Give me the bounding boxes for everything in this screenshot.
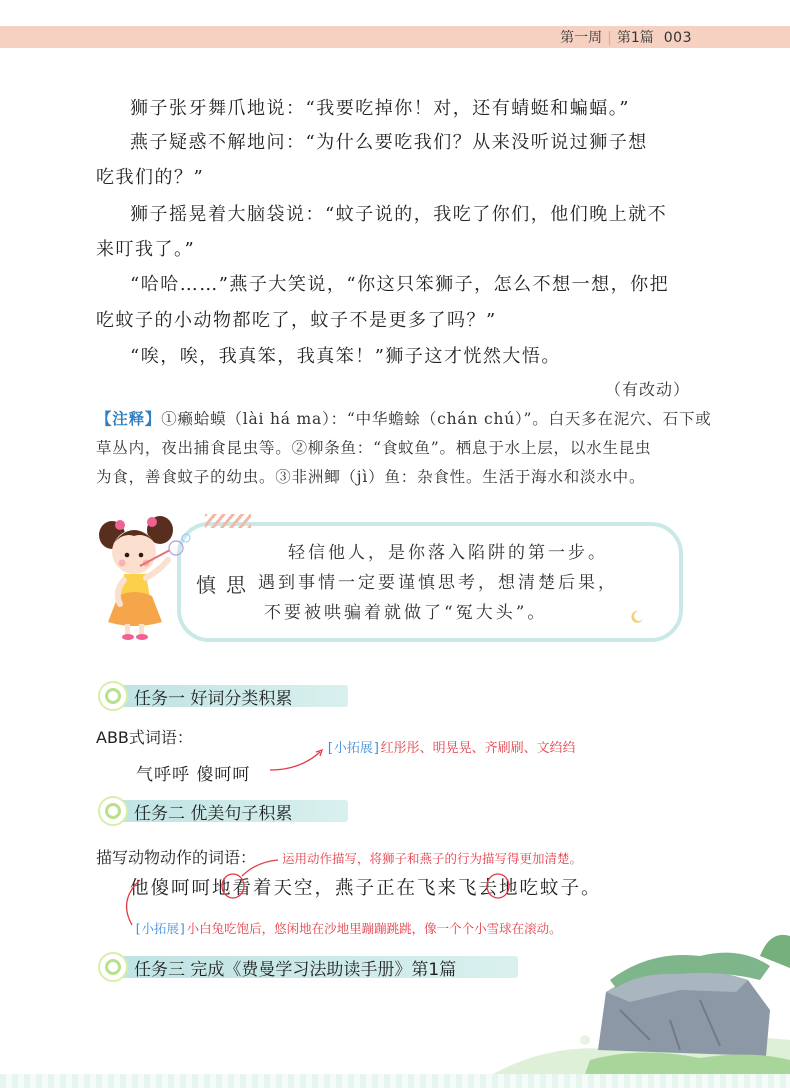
note-line-1 — [96, 405, 712, 434]
decorative-stripes — [205, 514, 251, 528]
running-header — [560, 27, 692, 47]
story-paragraph-3-line-2: 来叮我了。” — [96, 239, 196, 260]
describe-sentence: 他傻呵呵地看着天空，燕子正在飞来飞去地吃蚊子。 — [130, 878, 602, 899]
abb-extension — [326, 737, 576, 756]
task-bullet-icon — [98, 681, 128, 711]
abb-title: ABB式词语： — [96, 728, 193, 747]
moon-icon — [630, 610, 644, 624]
story-paragraph-2-line-2: 吃我们的？” — [96, 167, 205, 188]
abb-extension-tag: [小拓展] — [326, 741, 381, 756]
header-week: 第一周 — [560, 30, 603, 46]
notes-block — [96, 405, 712, 492]
task-bullet-icon — [98, 952, 128, 982]
header-chapter: 第1篇 — [616, 30, 654, 46]
describe-hint: 运用动作描写，将狮子和燕子的行为描写得更加清楚。 — [282, 851, 583, 866]
task-3-label: 任务三 完成《费曼学习法助读手册》第1篇 — [134, 960, 457, 980]
story-paragraph-4-line-1: “哈哈……”燕子大笑说，“你这只笨狮子，怎么不想一想，你把 — [130, 274, 670, 295]
think-lines — [258, 538, 618, 628]
notes-tag: 【注释】 — [96, 410, 162, 428]
story-paragraph-2-line-1: 燕子疑惑不解地问：“为什么要吃我们？从来没听说过狮子想 — [130, 132, 648, 153]
abb-words: 气呼呼 傻呵呵 — [136, 765, 251, 785]
story-paragraph-5-line-1: “唉，唉，我真笨，我真笨！”狮子这才恍然大悟。 — [130, 346, 561, 367]
story-paragraph-3-line-1: 狮子摇晃着大脑袋说：“蚊子说的，我吃了你们，他们晚上就不 — [130, 204, 668, 225]
story-paragraph-1-line-1: 狮子张牙舞爪地说：“我要吃掉你！对，还有蜻蜓和蝙蝠。” — [130, 98, 630, 119]
note-line-3: 为食，善食蚊子的幼虫。③非洲鲫（jì）鱼：杂食性。生活于海水和淡水中。 — [96, 468, 646, 486]
source-note: （有改动） — [604, 380, 690, 399]
describe-extension-tag: [小拓展] — [134, 921, 187, 936]
bottom-band — [0, 1074, 790, 1088]
task-bar-3 — [98, 952, 518, 982]
task-2-label: 任务二 优美句子积累 — [134, 804, 293, 824]
task-1-label: 任务一 好词分类积累 — [134, 689, 293, 709]
story-paragraph-4-line-2: 吃蚊子的小动物都吃了，蚊子不是更多了吗？” — [96, 310, 497, 331]
think-line-3: 不要被哄骗着就做了“冤大头”。 — [264, 603, 548, 623]
note-line-2: 草丛内，夜出捕食昆虫等。②柳条鱼：“食蚊鱼”。栖息于水上层，以水生昆虫 — [96, 439, 652, 457]
think-line-2: 遇到事情一定要谨慎思考，想清楚后果， — [258, 573, 618, 593]
think-line-1: 轻信他人，是你落入陷阱的第一步。 — [288, 543, 608, 563]
think-tag: 慎思 — [196, 573, 256, 597]
describe-extension — [134, 919, 562, 937]
task-bar-2 — [98, 796, 348, 826]
describe-extension-text: 小白兔吃饱后，悠闲地在沙地里蹦蹦跳跳，像一个个小雪球在滚动。 — [186, 921, 562, 936]
task-bullet-icon — [98, 796, 128, 826]
note-text-1: ①癞蛤蟆（lài há ma）：“中华蟾蜍（chán chú）”。白天多在泥穴、石下或 — [161, 410, 712, 428]
describe-title: 描写动物动作的词语： — [96, 848, 257, 867]
abb-extension-text: 红彤彤、明晃晃、齐刷刷、文绉绉 — [380, 741, 576, 756]
task-bar-1 — [98, 681, 348, 711]
page-number: 003 — [663, 30, 692, 46]
header-separator: | — [607, 30, 612, 46]
